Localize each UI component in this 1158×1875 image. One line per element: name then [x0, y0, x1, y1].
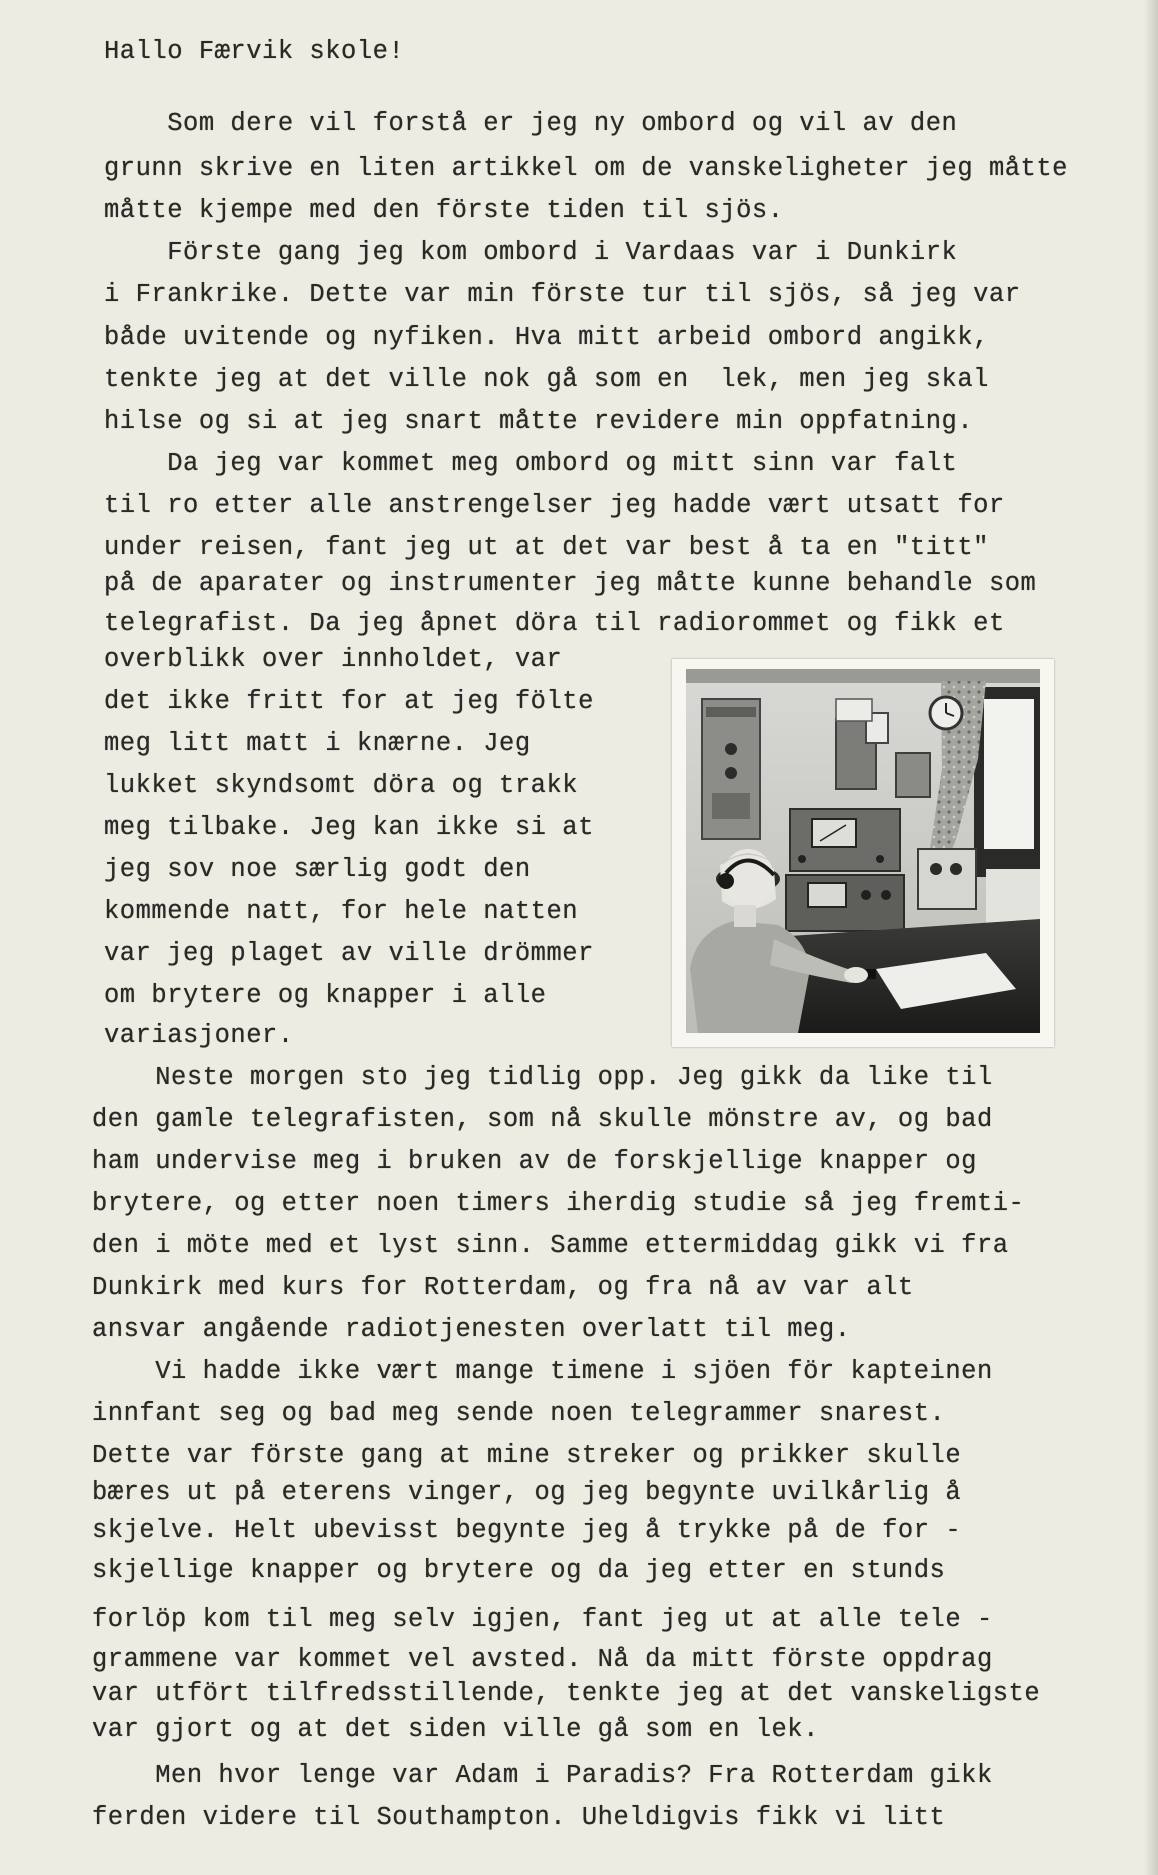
letter-line: ferden videre til Southampton. Uheldigvis fikk vi litt: [92, 1803, 946, 1832]
letter-line: Da jeg var kommet meg ombord og mitt sinn var falt: [104, 449, 958, 478]
letter-line: til ro etter alle anstrengelser jeg hadde vært utsatt for: [104, 491, 1005, 520]
letter-line: var jeg plaget av ville drömmer: [104, 939, 594, 968]
letter-line: telegrafist. Da jeg åpnet döra til radiorommet og fikk et: [104, 609, 1005, 638]
letter-greeting: Hallo Færvik skole!: [104, 37, 405, 66]
letter-line: Som dere vil forstå er jeg ny ombord og vil av den: [104, 109, 958, 138]
radio-operator-photo-illustration: [686, 669, 1040, 1033]
letter-line: ham undervise meg i bruken av de forskjellige knapper og: [92, 1147, 977, 1176]
letter-line: kommende natt, for hele natten: [104, 897, 579, 926]
letter-line: grammene var kommet vel avsted. Nå da mitt förste oppdrag: [92, 1645, 993, 1674]
letter-line: bæres ut på eterens vinger, og jeg begynte uvilkårlig å: [92, 1478, 962, 1507]
letter-line: Förste gang jeg kom ombord i Vardaas var i Dunkirk: [104, 238, 958, 267]
letter-line: variasjoner.: [104, 1021, 294, 1050]
letter-line: i Frankrike. Dette var min förste tur til sjös, så jeg var: [104, 280, 1021, 309]
letter-line: om brytere og knapper i alle: [104, 981, 547, 1010]
letter-line: måtte kjempe med den förste tiden til sjös.: [104, 196, 784, 225]
letter-line: Men hvor lenge var Adam i Paradis? Fra Rotterdam gikk: [92, 1761, 993, 1790]
letter-line: forlöp kom til meg selv igjen, fant jeg ut at alle tele -: [92, 1605, 993, 1634]
letter-line: skjellige knapper og brytere og da jeg etter en stunds: [92, 1556, 946, 1585]
letter-line: grunn skrive en liten artikkel om de vanskeligheter jeg måtte: [104, 154, 1068, 183]
letter-line: hilse og si at jeg snart måtte revidere min oppfatning.: [104, 407, 974, 436]
letter-line: overblikk over innholdet, var: [104, 645, 563, 674]
letter-line: meg tilbake. Jeg kan ikke si at: [104, 813, 594, 842]
letter-line: lukket skyndsomt döra og trakk: [104, 771, 579, 800]
letter-line: Dunkirk med kurs for Rotterdam, og fra nå av var alt: [92, 1273, 914, 1302]
letter-line: meg litt matt i knærne. Jeg: [104, 729, 531, 758]
letter-line: under reisen, fant jeg ut at det var best å ta en "titt": [104, 533, 989, 562]
letter-line: ansvar angående radiotjenesten overlatt til meg.: [92, 1315, 851, 1344]
letter-line: tenkte jeg at det ville nok gå som en lek, men jeg skal: [104, 365, 989, 394]
letter-line: den i möte med et lyst sinn. Samme ettermiddag gikk vi fra: [92, 1231, 1009, 1260]
letter-line: Vi hadde ikke vært mange timene i sjöen för kapteinen: [92, 1357, 993, 1386]
letter-line: var utfört tilfredsstillende, tenkte jeg at det vanskeligste: [92, 1679, 1041, 1708]
letter-line: innfant seg og bad meg sende noen telegrammer snarest.: [92, 1399, 946, 1428]
letter-line: skjelve. Helt ubevisst begynte jeg å trykke på de for -: [92, 1516, 962, 1545]
letter-line: brytere, og etter noen timers iherdig studie så jeg fremti-: [92, 1189, 1025, 1218]
letter-line: den gamle telegrafisten, som nå skulle mönstre av, og bad: [92, 1105, 993, 1134]
letter-line: var gjort og at det siden ville gå som en lek.: [92, 1715, 819, 1744]
letter-line: Dette var förste gang at mine streker og prikker skulle: [92, 1441, 962, 1470]
letter-line: Neste morgen sto jeg tidlig opp. Jeg gikk da like til: [92, 1063, 993, 1092]
letter-line: det ikke fritt for at jeg fölte: [104, 687, 594, 716]
letter-line: på de aparater og instrumenter jeg måtte kunne behandle som: [104, 569, 1037, 598]
letter-line: både uvitende og nyfiken. Hva mitt arbeid ombord angikk,: [104, 323, 989, 352]
radio-room-photo: [672, 659, 1054, 1047]
letter-line: jeg sov noe særlig godt den: [104, 855, 531, 884]
